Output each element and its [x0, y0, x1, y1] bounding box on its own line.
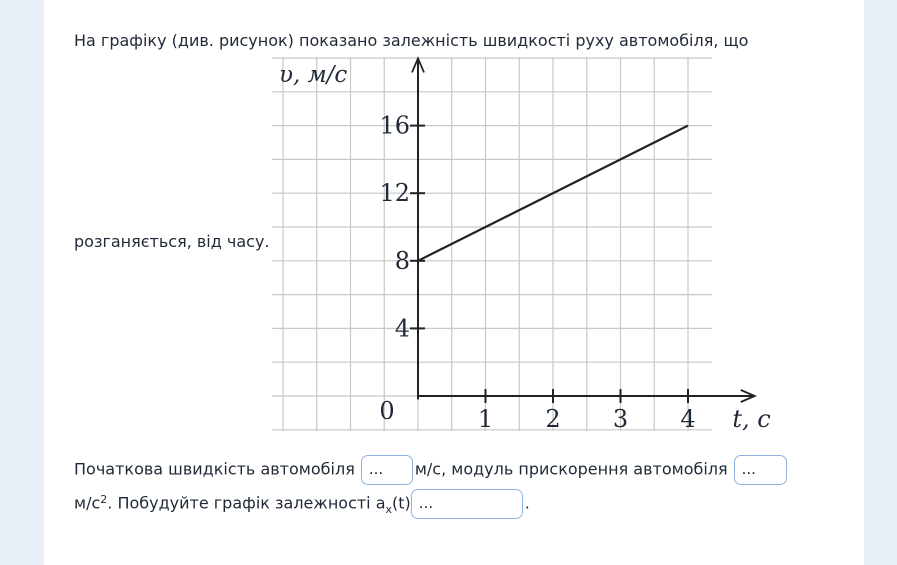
answer-line2: [74, 489, 530, 519]
chart-labels: [279, 62, 771, 433]
question-text-line1: На графіку (див. рисунок) показано залежність швидкості руху автомобіля, що: [74, 31, 749, 50]
x-tick-label: 4: [680, 405, 696, 433]
x-axis-label: t, с: [732, 405, 771, 433]
chart-grid: [272, 57, 712, 431]
answer-part1-text: Початкова швидкість автомобіля: [74, 459, 355, 479]
initial-speed-input[interactable]: ...: [361, 455, 413, 485]
answer-part2-text: . Побудуйте графік залежності a: [107, 493, 386, 513]
question-card: [44, 0, 864, 565]
y-tick-label: 16: [379, 111, 410, 140]
x-tick-label: 2: [545, 405, 561, 433]
graph-dependence-input[interactable]: ...: [411, 489, 523, 519]
acceleration-input[interactable]: ...: [734, 455, 787, 485]
answer-subscript: x: [385, 502, 393, 516]
question-text-line2: розганяється, від часу.: [74, 232, 270, 251]
answer-line1: [74, 455, 787, 485]
answer-end-text: .: [524, 493, 530, 513]
origin-label: 0: [379, 397, 395, 425]
chart-axes: [412, 58, 755, 402]
x-tick-label: 3: [612, 405, 629, 433]
answer-paren-text: (t): [392, 493, 411, 513]
velocity-time-chart: [272, 55, 771, 433]
y-tick-label: 4: [394, 314, 410, 343]
answer-unit2-exponent: 2: [100, 492, 108, 506]
answer-unit2-text: м/с: [74, 493, 101, 513]
y-axis-label: υ, м/с: [279, 62, 348, 88]
y-tick-label: 12: [379, 179, 410, 208]
y-tick-label: 8: [394, 246, 410, 275]
answer-unit1-text: м/с, модуль прискорення автомобіля: [414, 459, 728, 479]
x-tick-label: 1: [477, 405, 494, 433]
